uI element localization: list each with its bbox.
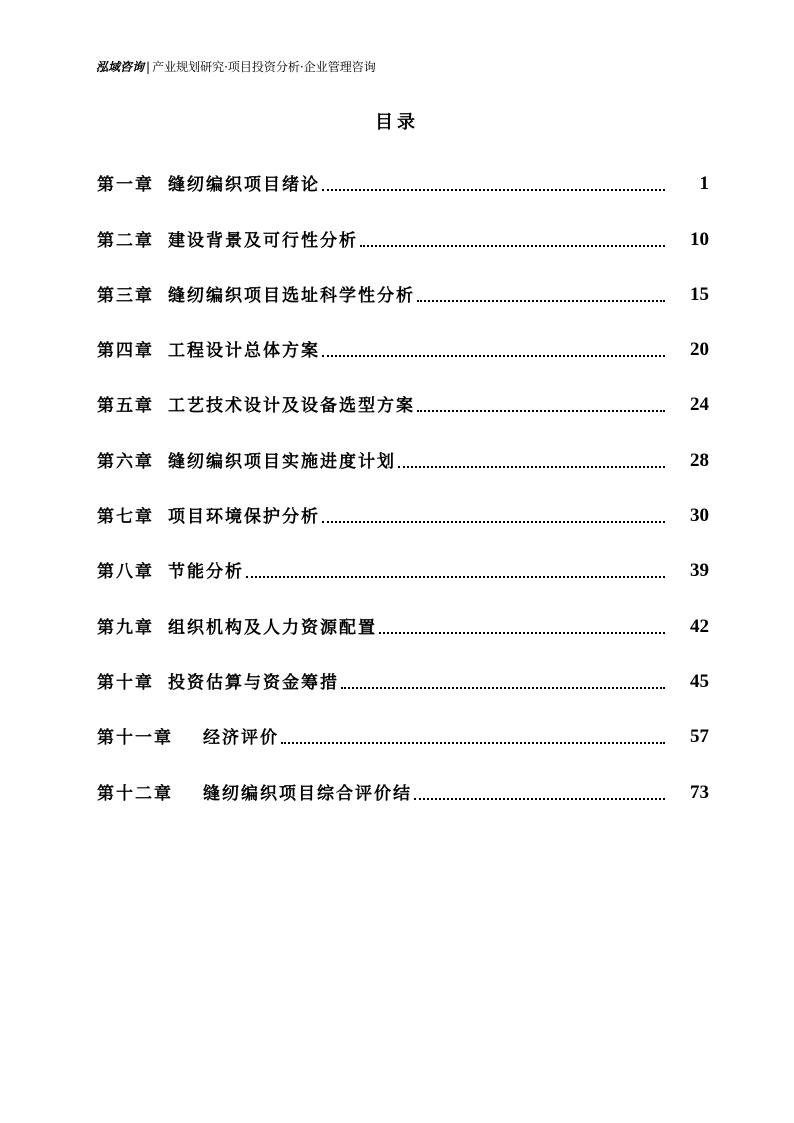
chapter-number: 第四章 (97, 341, 154, 362)
header-separator: | (146, 60, 151, 74)
chapter-number: 第六章 (97, 451, 154, 472)
dot-leader (341, 687, 665, 689)
dot-leader (379, 632, 665, 634)
chapter-number: 第十二章 (97, 783, 173, 804)
page-number: 28 (690, 449, 709, 471)
chapter-number: 第一章 (97, 175, 154, 196)
toc-entry-5[interactable] (97, 381, 709, 436)
dot-leader (398, 466, 665, 468)
dot-leader (417, 300, 665, 302)
dot-leader (322, 189, 665, 191)
chapter-title: 工程设计总体方案 (168, 341, 320, 362)
dot-leader (360, 245, 665, 247)
header-tagline: 产业规划研究·项目投资分析·企业管理咨询 (152, 60, 376, 74)
page-number: 45 (690, 670, 709, 692)
toc-entry-1[interactable] (97, 160, 709, 215)
page-number: 30 (690, 505, 709, 527)
chapter-title: 项目环境保护分析 (168, 507, 320, 528)
table-of-contents (97, 160, 709, 824)
page-number: 57 (690, 726, 709, 748)
toc-entry-7[interactable] (97, 492, 709, 547)
chapter-number: 第五章 (97, 396, 154, 417)
chapter-title: 缝纫编织项目实施进度计划 (168, 451, 396, 472)
page-number: 42 (690, 615, 709, 637)
chapter-title: 投资估算与资金筹措 (168, 672, 339, 693)
chapter-number: 第十一章 (97, 728, 173, 749)
brand-name: 泓域咨询 (96, 60, 145, 74)
dot-leader (322, 521, 665, 523)
chapter-number: 第八章 (97, 562, 154, 583)
page-number: 15 (690, 283, 709, 305)
dot-leader (281, 742, 665, 744)
toc-entry-4[interactable] (97, 326, 709, 381)
toc-entry-2[interactable] (97, 215, 709, 270)
chapter-number: 第三章 (97, 285, 154, 306)
chapter-number: 第十章 (97, 672, 154, 693)
chapter-title: 缝纫编织项目综合评价结 (203, 783, 412, 804)
toc-entry-3[interactable] (97, 271, 709, 326)
chapter-title: 节能分析 (168, 562, 244, 583)
toc-entry-10[interactable] (97, 658, 709, 713)
chapter-title: 经济评价 (203, 728, 279, 749)
page-number: 20 (690, 339, 709, 361)
toc-entry-9[interactable] (97, 602, 709, 657)
page-number: 1 (699, 173, 709, 195)
toc-entry-6[interactable] (97, 436, 709, 491)
chapter-title: 缝纫编织项目绪论 (168, 175, 320, 196)
dot-leader (414, 798, 665, 800)
dot-leader (246, 576, 665, 578)
dot-leader (417, 410, 665, 412)
chapter-title: 组织机构及人力资源配置 (168, 617, 377, 638)
chapter-title: 工艺技术设计及设备选型方案 (168, 396, 415, 417)
dot-leader (322, 355, 665, 357)
page-number: 39 (690, 560, 709, 582)
page-header (96, 56, 716, 78)
toc-entry-12[interactable] (97, 768, 709, 823)
page-number: 24 (690, 394, 709, 416)
toc-title: 目录 (375, 112, 419, 133)
chapter-number: 第二章 (97, 230, 154, 251)
chapter-number: 第九章 (97, 617, 154, 638)
chapter-number: 第七章 (97, 507, 154, 528)
toc-entry-8[interactable] (97, 547, 709, 602)
chapter-title: 缝纫编织项目选址科学性分析 (168, 285, 415, 306)
chapter-title: 建设背景及可行性分析 (168, 230, 358, 251)
page-number: 10 (690, 228, 709, 250)
page-number: 73 (690, 781, 709, 803)
toc-entry-11[interactable] (97, 713, 709, 768)
